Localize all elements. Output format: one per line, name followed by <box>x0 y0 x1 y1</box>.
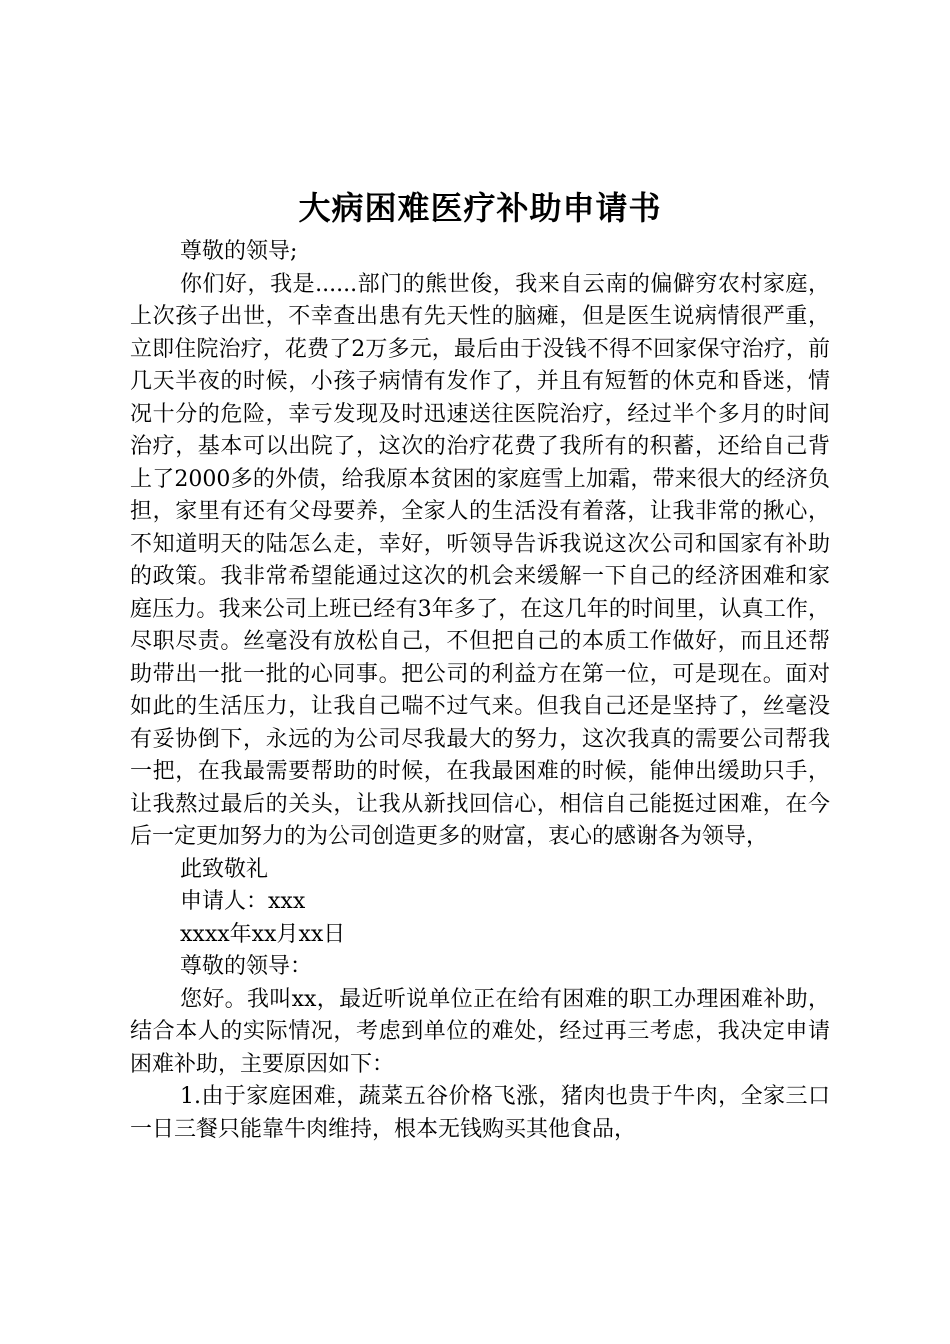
second-body-paragraph: 您好。我叫xx，最近听说单位正在给有困难的职工办理困难补助，结合本人的实际情况，考虑到单位的难处，经过再三考虑，我决定申请困难补助，主要原因如下： <box>130 986 830 1077</box>
salutation-paragraph: 尊敬的领导; <box>180 239 298 264</box>
body-paragraph: 你们好，我是......部门的熊世俊，我来自云南的偏僻穷农村家庭，上次孩子出世，不幸查出患有先天性的脑瘫，但是医生说病情很严重，立即住院治疗，花费了2万多元，最后由于没钱不得不回家保守治疗，前几天半夜的时候，小孩子病情有发作了，并且有短暂的休克和昏迷，情况十分的危险，幸亏发现及时迅速送往医院治疗，经过半个多月的时间治疗，基本可以出院了，这次的治疗花费了我所有的积蓄，还给自己背上了2000多的外债，给我原本贫困的家庭雪上加霜，带来很大的经济负担，家里有还有父母要养，全家人的生活没有着落，让我非常的揪心，不知道明天的陆怎么走，幸好，听领导告诉我说这次公司和国家有补助的政策。我非常希望能通过这次的机会来缓解一下自己的经济困难和家庭压力。我来公司上班已经有3年多了，在这几年的时间里，认真工作，尽职尽责。丝毫没有放松自己，不但把自己的本质工作做好，而且还帮助带出一批一批的心同事。把公司的利益方在第一位，可是现在。面对如此的生活压力，让我自己喘不过气来。但我自己还是坚持了，丝毫没有妥协倒下，永远的为公司尽我最大的努力，这次我真的需要公司帮我一把，在我最需要帮助的时候，在我最困难的时候，能伸出缓助只手，让我熬过最后的关头，让我从新找回信心，相信自己能挺过困难，在今后一定更加努力的为公司创造更多的财富，衷心的感谢各为领导， <box>130 271 830 849</box>
applicant-line: 申请人：xxx <box>180 889 306 914</box>
second-salutation-paragraph: 尊敬的领导： <box>180 954 313 979</box>
document-page <box>130 182 830 1146</box>
closing-paragraph: 此致敬礼 <box>180 856 269 882</box>
reason-item-1: 1.由于家庭困难，蔬菜五谷价格飞涨，猪肉也贵于牛肉，全家三口一日三餐只能靠牛肉维持，根本无钱购买其他食品， <box>130 1084 830 1142</box>
document-title: 大病困难医疗补助申请书 <box>298 189 662 227</box>
date-line: xxxx年xx月xx日 <box>180 921 346 947</box>
